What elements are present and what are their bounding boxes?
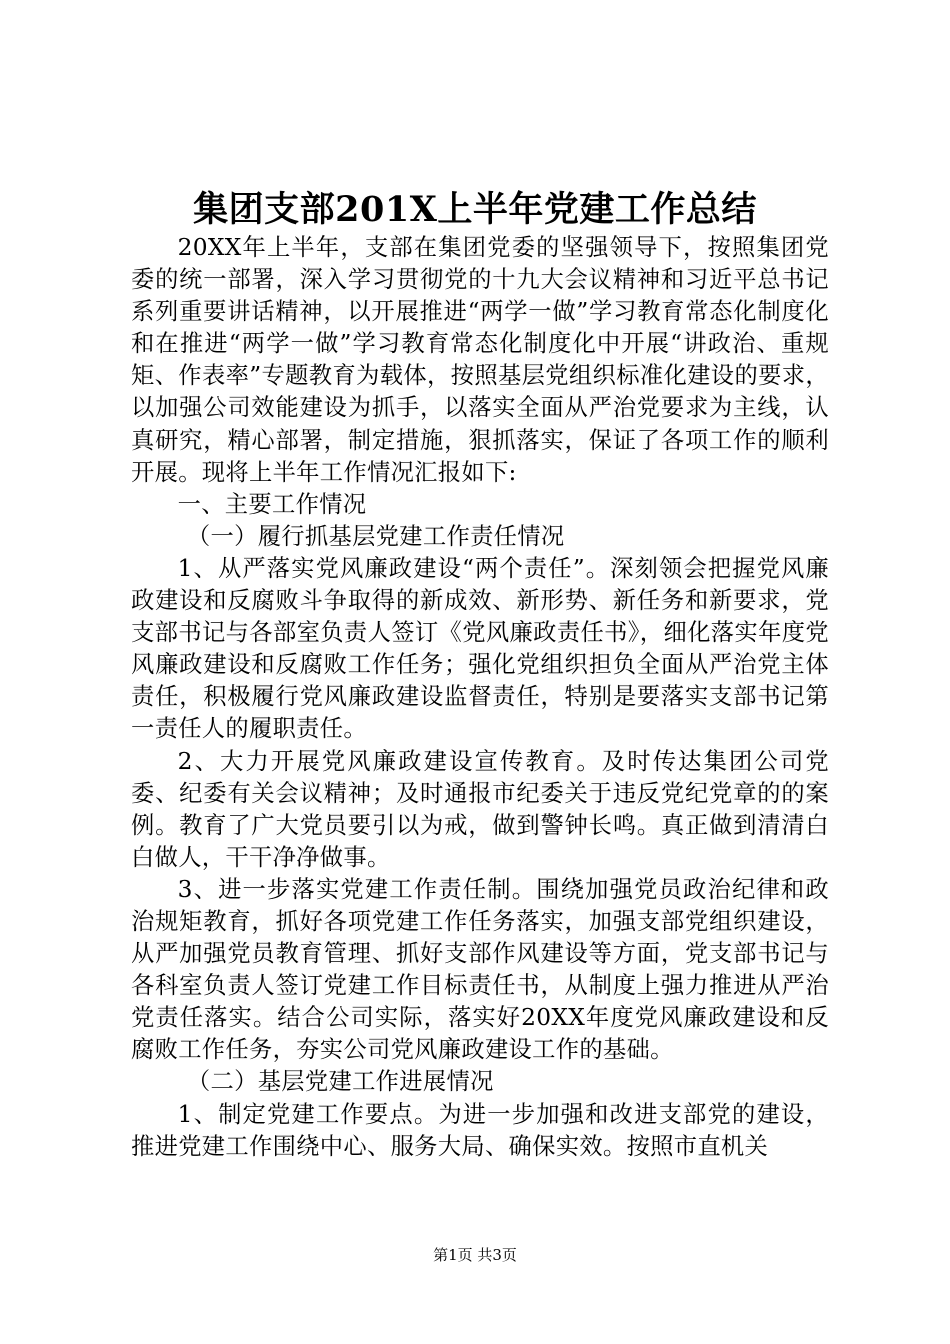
subsection-heading-progress: （二）基层党建工作进展情况 bbox=[186, 1068, 494, 1096]
subsection-heading-responsibility: （一）履行抓基层党建工作责任情况 bbox=[186, 522, 565, 550]
paragraph-item-2: 2、大力开展党风廉政建设宣传教育。及时传达集团公司党委、纪委有关会议精神；及时通报市纪委关于违反党纪党章的的案例。教育了广大党员要引以为戒，做到警钟长鸣。真正做到清清白白做人，干干净净做事。 bbox=[131, 747, 829, 871]
section-heading-main-work: 一、主要工作情况 bbox=[177, 490, 367, 518]
paragraph-intro: 20XX年上半年，支部在集团党委的坚强领导下，按照集团党委的统一部署，深入学习贯彻党的十九大会议精神和习近平总书记系列重要讲话精神，以开展推进“两学一做”学习教育常态化制度化和在推进“两学一做”学习教育常态化制度化中开展“讲政治、重规矩、作表率”专题教育为载体，按照基层党组织标准化建设的要求，以加强公司效能建设为抓手，以落实全面从严治党要求为主线，认真研究，精心部署，制定措施，狠抓落实，保证了各项工作的顺利开展。现将上半年工作情况汇报如下: bbox=[131, 234, 829, 486]
document-title: 集团支部201X上半年党建工作总结 bbox=[193, 189, 757, 230]
paragraph-item-1: 1、从严落实党风廉政建设“两个责任”。深刻领会把握党风廉政建设和反腐败斗争取得的新成效、新形势、新任务和新要求，党支部书记与各部室负责人签订《党风廉政责任书》，细化落实年度党风廉政建设和反腐败工作任务；强化党组织担负全面从严治党主体责任，积极履行党风廉政建设监督责任，特别是要落实支部书记第一责任人的履职责任。 bbox=[131, 554, 829, 743]
document-body bbox=[131, 232, 829, 1163]
paragraph-item-3: 3、进一步落实党建工作责任制。围绕加强党员政治纪律和政治规矩教育，抓好各项党建工作任务落实，加强支部党组织建设，从严加强党员教育管理、抓好支部作风建设等方面，党支部书记与各科室负责人签订党建工作目标责任书，从制度上强力推进从严治党责任落实。结合公司实际，落实好20XX年度党风廉政建设和反腐败工作任务，夯实公司党风廉政建设工作的基础。 bbox=[131, 875, 829, 1064]
paragraph-progress-item-1: 1、制定党建工作要点。为进一步加强和改进支部党的建设，推进党建工作围绕中心、服务大局、确保实效。按照市直机关 bbox=[131, 1100, 829, 1160]
page-number-footer: 第1页 共3页 bbox=[433, 1246, 517, 1264]
